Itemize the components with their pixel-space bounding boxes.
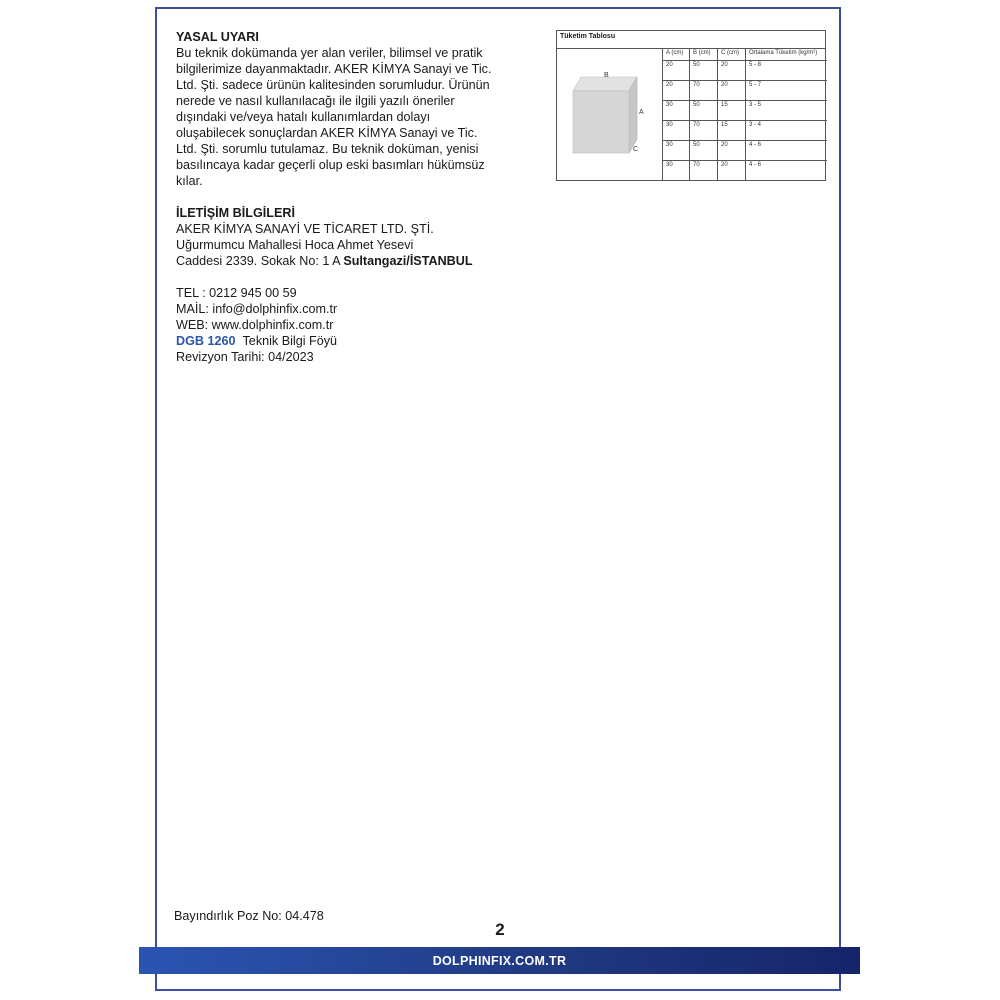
label-b: B xyxy=(604,72,609,79)
cell: 70 xyxy=(690,121,718,141)
legal-title: YASAL UYARI xyxy=(176,30,259,44)
cell: 5 - 8 xyxy=(746,61,828,81)
cell: 4 - 6 xyxy=(746,141,828,161)
legal-line: dışındaki ve/veya hatalı kullanımlardan dolayı xyxy=(176,110,431,124)
table-row xyxy=(663,81,828,101)
cell: 30 xyxy=(663,101,690,121)
legal-line: Ltd. Şti. sadece ürünün kalitesinden sorumludur. Ürünün xyxy=(176,78,490,92)
cell: 20 xyxy=(718,161,746,181)
header-b: B (cm) xyxy=(690,49,718,61)
cell: 20 xyxy=(718,81,746,101)
revision-date: Revizyon Tarihi: 04/2023 xyxy=(176,350,314,364)
page-number: 2 xyxy=(495,920,505,939)
address-line-2 xyxy=(176,253,506,269)
table-header-row xyxy=(663,49,828,61)
address-prefix: Caddesi 2339. Sokak No: 1 A xyxy=(176,254,344,268)
cell: 20 xyxy=(663,61,690,81)
header-a: A (cm) xyxy=(663,49,690,61)
cell: 20 xyxy=(718,141,746,161)
website: WEB: www.dolphinfix.com.tr xyxy=(176,318,334,332)
poz-number: Bayındırlık Poz No: 04.478 xyxy=(174,909,324,923)
cell: 15 xyxy=(718,121,746,141)
cell: 15 xyxy=(718,101,746,121)
cell: 20 xyxy=(718,61,746,81)
legal-line: bilgilerimize dayanmaktadır. AKER KİMYA Sanayi ve Tic. xyxy=(176,62,492,76)
label-c: C xyxy=(633,146,639,153)
cell: 50 xyxy=(690,101,718,121)
legal-line: basılıncaya kadar geçerli olup eski basımları hükümsüz xyxy=(176,158,485,172)
text-column xyxy=(176,29,506,365)
cell: 4 - 6 xyxy=(746,161,828,181)
email: MAİL: info@dolphinfix.com.tr xyxy=(176,302,338,316)
legal-line: Bu teknik dokümanda yer alan veriler, bilimsel ve pratik xyxy=(176,46,483,60)
product-line xyxy=(176,333,506,349)
table-row xyxy=(663,141,828,161)
footer-bar xyxy=(139,947,860,974)
cell: 30 xyxy=(663,141,690,161)
contact-title: İLETİŞİM BİLGİLERİ xyxy=(176,206,295,220)
label-a: A xyxy=(639,109,644,116)
table-row xyxy=(663,121,828,141)
box-diagram xyxy=(557,49,663,181)
cell: 50 xyxy=(690,141,718,161)
address-city: İSTANBUL xyxy=(409,254,473,268)
company-name: AKER KİMYA SANAYİ VE TİCARET LTD. ŞTİ. xyxy=(176,222,434,236)
consumption-grid xyxy=(662,49,827,181)
product-code: DGB 1260 xyxy=(176,334,236,348)
legal-line: Ltd. Şti. sorumlu tutulamaz. Bu teknik doküman, yenisi xyxy=(176,142,479,156)
address-district: Sultangazi/ xyxy=(343,254,410,268)
address-line-1: Uğurmumcu Mahallesi Hoca Ahmet Yesevi xyxy=(176,238,414,252)
cell: 5 - 7 xyxy=(746,81,828,101)
cell: 70 xyxy=(690,81,718,101)
table-title: Tüketim Tablosu xyxy=(557,31,825,49)
header-c: C (cm) xyxy=(718,49,746,61)
legal-line: nerede ve nasıl kullanılacağı ile ilgili yazılı öneriler xyxy=(176,94,455,108)
cell: 3 - 4 xyxy=(746,121,828,141)
cell: 30 xyxy=(663,121,690,141)
legal-line: kılar. xyxy=(176,174,203,188)
table-row xyxy=(663,101,828,121)
footer-website: DOLPHINFIX.COM.TR xyxy=(432,953,567,968)
header-consumption: Ortalama Tüketim (kg/m²) xyxy=(746,49,828,61)
cell: 3 - 5 xyxy=(746,101,828,121)
table-row xyxy=(663,61,828,81)
legal-line: oluşabilecek sonuçlardan AKER KİMYA Sanayi ve Tic. xyxy=(176,126,478,140)
cell: 70 xyxy=(690,161,718,181)
product-doc: Teknik Bilgi Föyü xyxy=(242,334,338,348)
cell: 30 xyxy=(663,161,690,181)
cell: 50 xyxy=(690,61,718,81)
table-row xyxy=(663,161,828,181)
cell: 20 xyxy=(663,81,690,101)
phone: TEL : 0212 945 00 59 xyxy=(176,286,297,300)
consumption-table xyxy=(556,30,826,181)
